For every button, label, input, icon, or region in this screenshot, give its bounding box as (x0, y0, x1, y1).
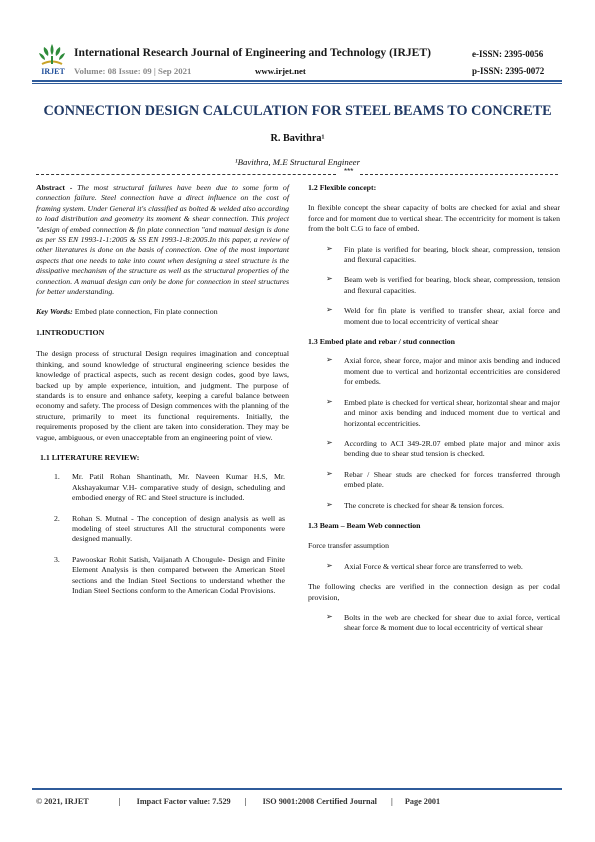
list-item (308, 275, 560, 296)
intro-text: The design process of structural Design requires imagination and conceptual thinking, and sound knowledge of structural engineering science besides the knowledge of practical aspects, such as recent design codes, good bye laws, backed up by ample experience, intuition, and judgment. The purpose of standards is to ensure and enhance safety, keeping a careful balance between economy and safety. The process of Design commences with the planning of the structure, primarily to meet its functional requirements. Initially, the requirements proposed by the client are taken into consideration. They may be vague, ambiguous, or even unacceptable from an engineering point of view. (36, 349, 289, 442)
list-item (308, 245, 560, 266)
list-item (36, 514, 289, 545)
logo-text: IRJET (41, 67, 65, 76)
ref-text: Rohan S. Mutnal - The conception of design analysis as well as modeling of steel structures All the structural components were designed manually. (72, 513, 285, 544)
keywords (36, 307, 289, 317)
reference-list (36, 472, 289, 596)
journal-volume-issue: Volume: 08 Issue: 09 | Sep 2021 (74, 66, 192, 76)
e-issn: e-ISSN: 2395-0056 (472, 49, 544, 59)
divider-stars: *** (344, 167, 354, 176)
author-affiliation: ¹Bavithra, M.E Structural Engineer (234, 157, 361, 167)
footer-page-number: Page 2001 (404, 797, 441, 806)
bullet-text: Bolts in the web are checked for shear due to axial force, vertical shear force & moment due to local eccentricity of vertical shear (344, 612, 560, 633)
embed-bullets (308, 356, 560, 510)
ref-text: Pawooskar Rohit Satish, Vaijanath A Chougule- Design and Finite Element Analysis is then compared between the American Steel sections and the Indian Steel Sections to understand whether the Indian Steel Sections conform to the American Codal Provisions. (72, 554, 285, 595)
ref-number: 1. (54, 472, 60, 482)
footer-separator: | (118, 797, 121, 806)
footer-rule (32, 788, 562, 790)
bullet-text: Axial Force & vertical shear force are transferred to web. (344, 561, 523, 571)
list-item (308, 562, 560, 572)
list-item (326, 501, 560, 511)
header-rule-thin (32, 83, 562, 84)
bullet-text: The concrete is checked for shear & tension forces. (344, 500, 504, 510)
flexible-bullets (308, 245, 560, 327)
author-name: R. Bavithra¹ (270, 133, 325, 144)
p-issn: p-ISSN: 2395-0072 (472, 66, 545, 76)
intro-heading: 1.INTRODUCTION (36, 327, 105, 337)
embed-plate-heading: 1.3 Embed plate and rebar / stud connection (308, 337, 456, 347)
abstract-text: The most structural failures have been due to some form of connection failure. Steel connection have a direct influence on the cost of framing system. Under General it's classified as bolted & welded also according to load distribution and geometry its moment & shear connection. This project "design of embed connection & fin plate connection "and manual design is done as per SS EN 1993-1-1:2005 & SS EN 1993-1-8:2005.In this paper, a review of other literatures is done on the basis of connection. One of the most important aspects that one needs to take into count when designing a steel structure is the dissipative mechanism of the structure as well as the structural properties of the connection. A manual design can only be done for connection in steel structures for better understanding. (36, 183, 289, 297)
bullet-text: Rebar / Shear studs are checked for forces transferred through embed plate. (344, 469, 560, 490)
irjet-logo (36, 42, 68, 80)
abstract-label: Abstract - (36, 183, 73, 192)
beam-bullets-1 (308, 562, 560, 572)
list-item (308, 306, 560, 327)
bullet-text: According to ACI 349-2R.07 embed plate major and minor axis bending due to shear stud tension is checked. (344, 438, 560, 459)
header-rule (32, 80, 562, 82)
right-column (308, 183, 560, 634)
list-item (326, 470, 560, 491)
flexible-concept-heading: 1.2 Flexible concept: (308, 183, 377, 192)
arrow-bullet-icon: ➢ (326, 274, 333, 284)
force-transfer-assumption: Force transfer assumption (308, 541, 389, 551)
footer-separator: | (244, 797, 247, 806)
codal-checks-text: The following checks are verified in the connection design as per codal provision, (308, 582, 560, 602)
literature-heading: 1.1 LITERATURE REVIEW: (40, 452, 140, 462)
keywords-label: Key Words: (36, 307, 73, 317)
page-footer (36, 797, 440, 806)
journal-url[interactable]: www.irjet.net (255, 66, 306, 76)
paper-title: CONNECTION DESIGN CALCULATION FOR STEEL BEAMS TO CONCRETE (43, 103, 552, 119)
bullet-text: Beam web is verified for bearing, block shear, compression, tension and flexural capacities. (344, 275, 560, 295)
arrow-bullet-icon: ➢ (326, 468, 333, 478)
list-item (326, 398, 560, 429)
section-divider (36, 167, 558, 180)
ref-number: 3. (54, 554, 60, 564)
bullet-text: Weld for fin plate is verified to transfer shear, axial force and moment due to local eccentricity of vertical shear (344, 306, 560, 326)
flexible-concept-text: In flexible concept the shear capacity of bolts are checked for axial and shear force and for moment due to vertical shear. The eccentricity for moment is taken from the bolt C.G to face of embed. (308, 203, 560, 234)
list-item (326, 356, 560, 387)
bullet-text: Fin plate is verified for bearing, block shear, compression, tension and flexural capacities. (344, 244, 560, 265)
list-item (36, 555, 289, 597)
divider-dash-right (360, 174, 558, 175)
beam-web-heading: 1.3 Beam – Beam Web connection (308, 520, 421, 530)
ref-text: Mr. Patil Rohan Shantinath, Mr. Naveen Kumar H.S, Mr. Akshayakumar V.H- comparative study of design, scheduling and embodied energy of RC and Steel structure is included. (72, 472, 285, 503)
arrow-bullet-icon: ➢ (326, 305, 333, 315)
divider-dash-left (36, 174, 336, 175)
footer-impact-factor: Impact Factor value: 7.529 (136, 797, 231, 806)
arrow-bullet-icon: ➢ (326, 611, 333, 621)
ref-number: 2. (54, 513, 60, 523)
footer-copyright: © 2021, IRJET (36, 797, 89, 806)
left-column (36, 183, 289, 596)
footer-separator: | (391, 797, 393, 806)
list-item (36, 472, 289, 503)
journal-title: International Research Journal of Engineering and Technology (IRJET) (74, 46, 431, 59)
bullet-text: Axial force, shear force, major and minor axis bending and induced moment due to vertical and horizontal eccentricities are considered for embeds. (344, 356, 560, 387)
footer-iso: ISO 9001:2008 Certified Journal (262, 797, 377, 806)
abstract (36, 183, 289, 297)
bullet-text: Embed plate is checked for vertical shear, horizontal shear and major and minor axis bending and induced moment due to vertical and horizontal eccentricities. (344, 397, 560, 428)
keywords-text: Embed plate connection, Fin plate connection (72, 307, 218, 317)
list-item (308, 613, 560, 634)
arrow-bullet-icon: ➢ (326, 499, 333, 509)
arrow-bullet-icon: ➢ (326, 396, 333, 406)
arrow-bullet-icon: ➢ (326, 437, 333, 447)
arrow-bullet-icon: ➢ (326, 243, 333, 253)
arrow-bullet-icon: ➢ (326, 560, 333, 570)
arrow-bullet-icon: ➢ (326, 355, 333, 365)
list-item (326, 439, 560, 460)
beam-bullets-2 (308, 613, 560, 634)
